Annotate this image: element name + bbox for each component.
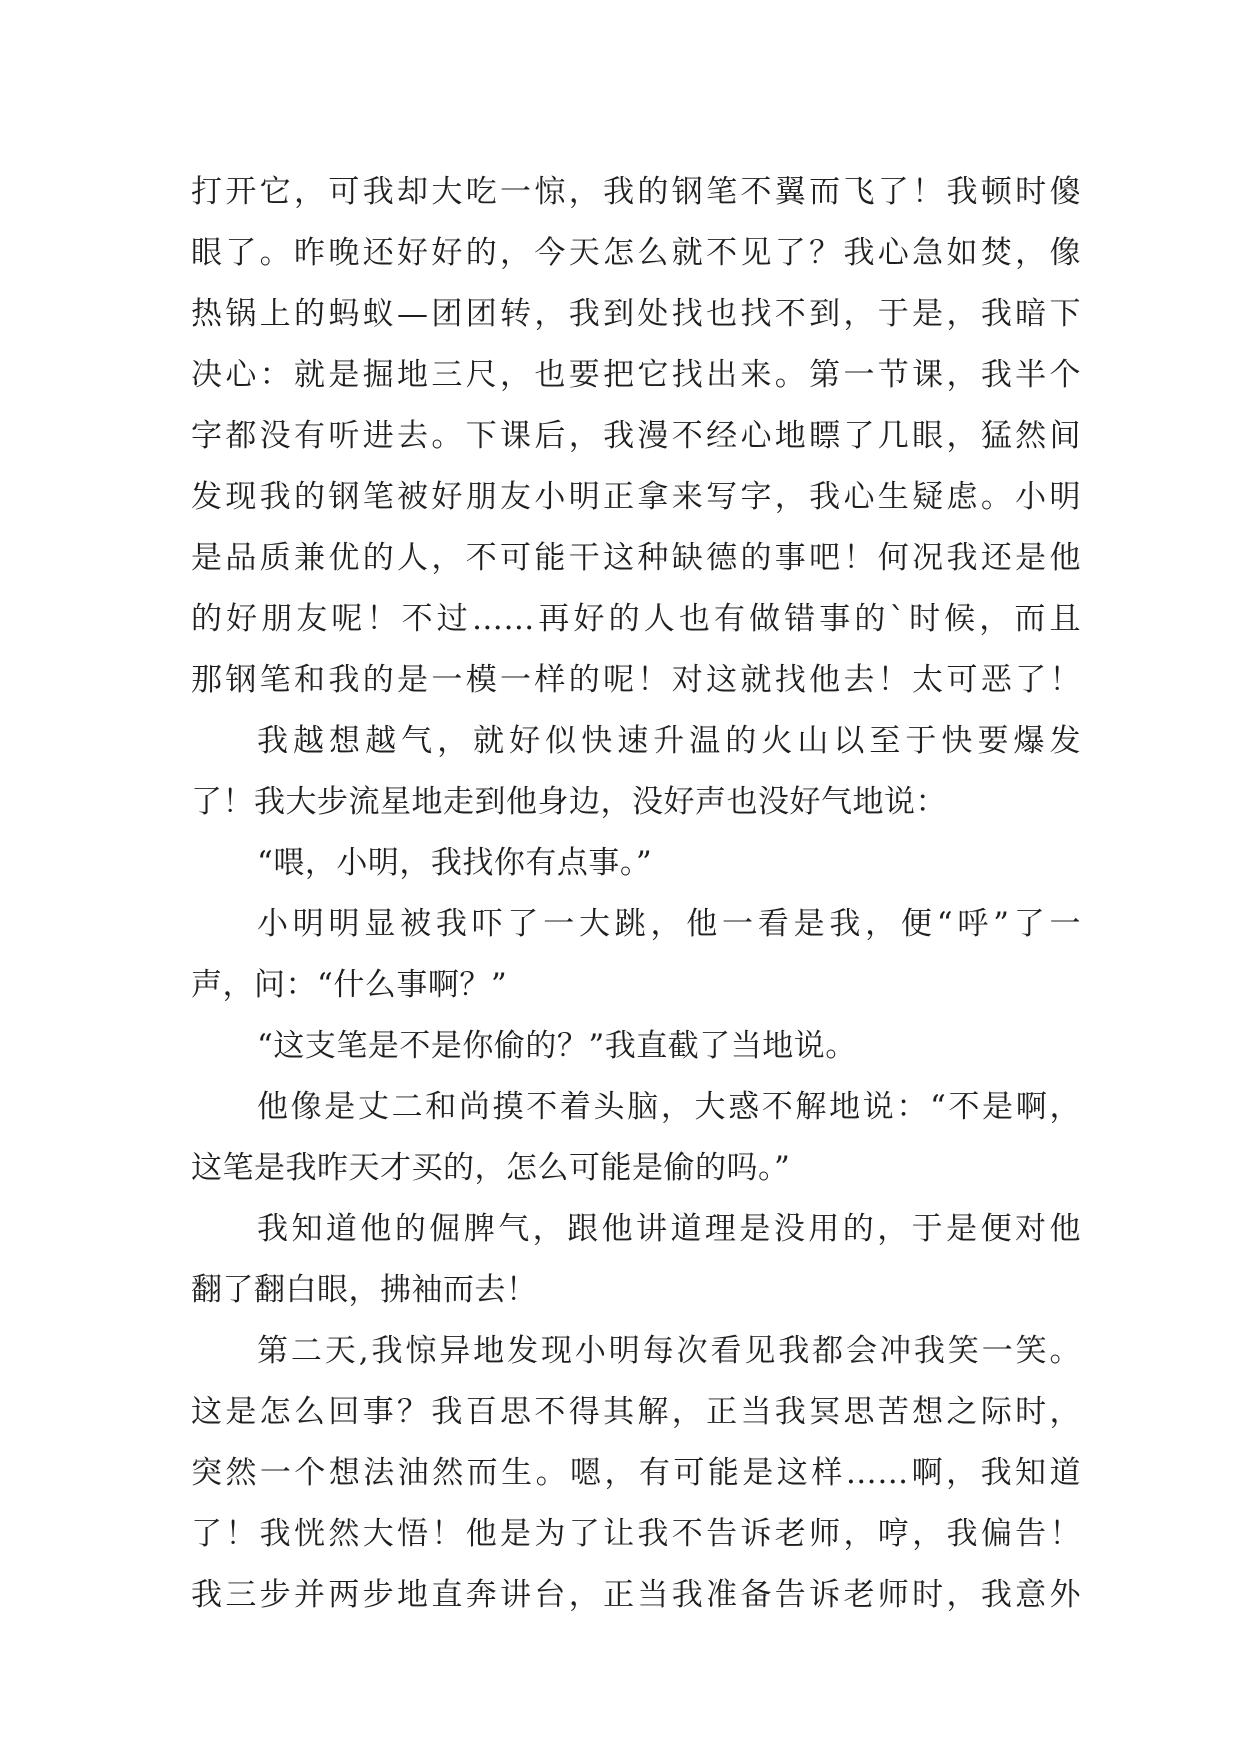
text-line: 那钢笔和我的是一模一样的呢！对这就找他去！太可恶了！ (191, 662, 1081, 698)
body-text (191, 162, 1081, 1626)
text-line: 他像是丈二和尚摸不着头脑，大惑不解地说：“不是啊， (257, 1089, 1081, 1125)
text-line: 决心：就是掘地三尺，也要把它找出来。第一节课，我半个 (191, 357, 1081, 393)
text-line: 我知道他的倔脾气，跟他讲道理是没用的，于是便对他 (257, 1211, 1081, 1247)
text-line: 小明明显被我吓了一大跳，他一看是我，便“呼”了一 (257, 906, 1081, 942)
text-line: 了！我大步流星地走到他身边，没好声也没好气地说： (191, 784, 947, 820)
text-line: 突然一个想法油然而生。嗯，有可能是这样……啊，我知道 (191, 1455, 1081, 1491)
text-line: 是品质兼优的人，不可能干这种缺德的事吧！何况我还是他 (191, 540, 1081, 576)
text-line: 我越想越气，就好似快速升温的火山以至于快要爆发 (257, 723, 1081, 759)
text-line: 第二天,我惊异地发现小明每次看见我都会冲我笑一笑。 (257, 1333, 1081, 1369)
text-line: 的好朋友呢！不过……再好的人也有做错事的`时候，而且 (191, 601, 1081, 637)
text-line: 这是怎么回事？我百思不得其解，正当我冥思苦想之际时， (191, 1394, 1081, 1430)
text-line: 热锅上的蚂蚁—团团转，我到处找也找不到，于是，我暗下 (191, 296, 1081, 332)
text-line: 声，问：“什么事啊？” (191, 967, 508, 1003)
text-line: 翻了翻白眼，拂袖而去！ (191, 1272, 538, 1308)
text-line: 眼了。昨晚还好好的，今天怎么就不见了？我心急如焚，像 (191, 235, 1081, 271)
text-line: 字都没有听进去。下课后，我漫不经心地瞟了几眼，猛然间 (191, 418, 1081, 454)
text-line: “这支笔是不是你偷的？”我直截了当地说。 (257, 1028, 857, 1064)
text-line: “喂，小明，我找你有点事。” (257, 845, 653, 881)
text-line: 了！我恍然大悟！他是为了让我不告诉老师，哼，我偏告！ (191, 1516, 1081, 1552)
text-line: 发现我的钢笔被好朋友小明正拿来写字，我心生疑虑。小明 (191, 479, 1081, 515)
text-line: 我三步并两步地直奔讲台，正当我准备告诉老师时，我意外 (191, 1577, 1081, 1613)
text-line: 打开它，可我却大吃一惊，我的钢笔不翼而飞了！我顿时傻 (191, 174, 1081, 210)
text-line: 这笔是我昨天才买的，怎么可能是偷的吗。” (191, 1150, 791, 1186)
